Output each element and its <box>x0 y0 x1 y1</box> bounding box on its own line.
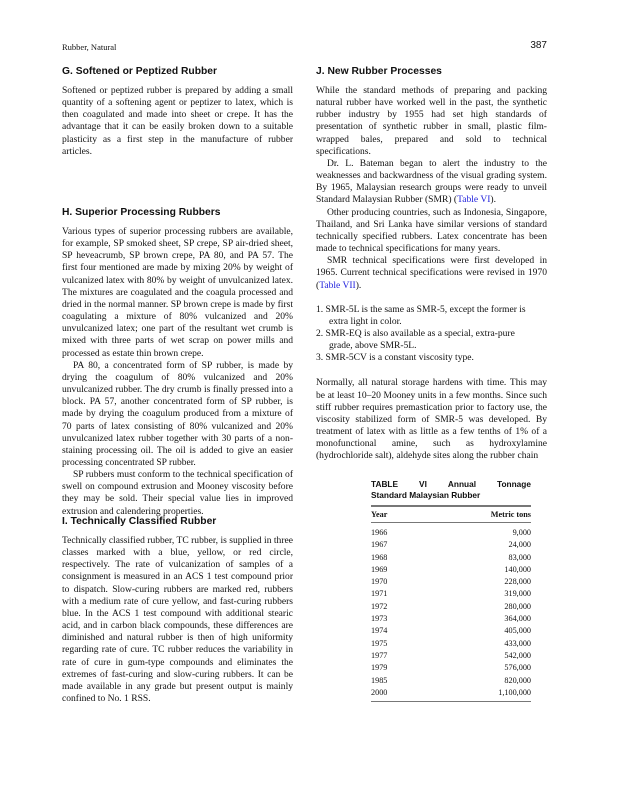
metric-tons-cell: 140,000 <box>504 564 531 574</box>
section-i-heading: I. Technically Classified Rubber <box>62 516 217 527</box>
section-j-heading: J. New Rubber Processes <box>316 66 442 77</box>
year-cell: 2000 <box>371 687 388 697</box>
metric-tons-cell: 364,000 <box>504 614 531 624</box>
paragraph: Other producing countries, such as Indonesia, Singapore, Thailand, and Sri Lanka have similar versions of standard technically specified rubbers. Latex concentrate has been made to technical specifications for many years. <box>316 206 547 255</box>
section-g-body <box>62 85 293 158</box>
table-row <box>371 675 531 687</box>
year-cell: 1973 <box>371 614 388 624</box>
table-header-row <box>371 507 531 522</box>
year-cell: 1969 <box>371 564 388 574</box>
paragraph <box>316 255 547 291</box>
list-item: 3. SMR-5CV is a constant viscosity type. <box>316 352 474 364</box>
column-header-metric-tons: Metric tons <box>490 510 531 519</box>
section-i-body <box>62 535 293 705</box>
paragraph: Softened or peptized rubber is prepared by adding a small quantity of a softening agent or peptizer to latex, which is then coagulated and made into sheet or crepe. It has the advantage that it can be easily broken down to a suitable plasticity as a first step in the manufacture of rubber articles. <box>62 85 293 157</box>
table-row <box>371 552 531 564</box>
table-caption <box>371 479 531 490</box>
page-number: 387 <box>530 40 547 51</box>
paragraph <box>316 158 547 207</box>
year-cell: 1979 <box>371 663 388 673</box>
metric-tons-cell: 319,000 <box>504 589 531 599</box>
table-vi-link[interactable]: Table VI <box>457 194 491 206</box>
paragraph: Various types of superior processing rubbers are available, for example, SP smoked sheet, SP crepe, SP air-dried sheet, SP heveacrumb, SP brown crepe, PA 80, and PA 57. The first four mentioned are made by mixing 20% by weight of vulcanized latex with 80% by weight of unvulcanized latex. The mixtures are coagulated and the coagula processed and dried in the normal manner. SP brown crepe is made by first coagulating a mixture of 80% vulcanized and 20% unvulcanized latex; one part of the resultant wet crumb is mixed with three parts of wet scrap on power mills and processed as estate thin brown crepe. <box>62 226 293 359</box>
table-row <box>371 625 531 637</box>
table-row <box>371 687 531 699</box>
caption-word: TABLE <box>371 479 399 489</box>
table-row <box>371 527 531 539</box>
year-cell: 1967 <box>371 540 388 550</box>
section-h-body <box>62 226 293 518</box>
running-title: Rubber, Natural <box>62 42 117 52</box>
year-cell: 1966 <box>371 528 388 537</box>
metric-tons-cell: 405,000 <box>504 626 531 636</box>
year-cell: 1968 <box>371 552 388 562</box>
table-row <box>371 588 531 600</box>
table-caption-line2: Standard Malaysian Rubber <box>371 489 481 500</box>
text: Dr. L. Bateman began to alert the industry to the weaknesses and backwardness of the visual grading system. By 1965, Malaysian research groups were ready to unveil Standard Malaysian Rubber (SMR) ( <box>316 157 547 206</box>
table-vii-link[interactable]: Table VII <box>319 279 356 291</box>
caption-word: Tonnage <box>497 479 531 489</box>
metric-tons-cell: 24,000 <box>508 540 531 550</box>
table-row <box>371 564 531 576</box>
text: ). <box>490 194 496 206</box>
section-j-body <box>316 85 547 463</box>
metric-tons-cell: 9,000 <box>512 528 531 537</box>
smr-grade-list <box>316 304 534 365</box>
paragraph: Technically classified rubber, TC rubber, is supplied in three classes marked with a blue, yellow, or red circle, respectively. The rate of vulcanization of samples of a consignment is measured in an ACS 1 test compound prior to dispatch. Slow-curing rubbers are marked red, rubbers with a medium rate of cure yellow, and fast-curing rubbers blue. In the ACS 1 test compound with additional stearic acid, and in carbon black compounds, these differences are diminished and natural rubber is then of high uniformity regarding rate of cure. TC rubber reduces the variability in rate of cure in gum-type compounds and eliminates the extremes of fast-curing and slow-curing rubbers. It can be made available in any grade but present output is mainly confined to No. 1 RSS. <box>62 535 293 705</box>
metric-tons-cell: 280,000 <box>504 601 531 611</box>
metric-tons-cell: 228,000 <box>504 577 531 587</box>
table-row <box>371 576 531 588</box>
metric-tons-cell: 83,000 <box>508 552 531 562</box>
year-cell: 1970 <box>371 577 388 587</box>
year-cell: 1977 <box>371 650 388 660</box>
metric-tons-cell: 576,000 <box>504 663 531 673</box>
metric-tons-cell: 1,100,000 <box>498 687 531 697</box>
table-body <box>371 527 531 699</box>
year-cell: 1974 <box>371 626 388 636</box>
paragraph: PA 80, a concentrated form of SP rubber, is made by drying the coagulum of 80% vulcanized and 20% unvulcanized rubber. The dry crumb is finally pressed into a block. PA 57, another concentrated form of SP rubber, is made by drying the coagulum produced from a mixture of 70 parts of latex consisting of 80% vulcanized and 20% unvulcanized latex rubber together with 30 parts of a non-staining processing oil. The oil is added to give an easier processing concentrated SP rubber. <box>62 359 293 468</box>
table-row <box>371 601 531 613</box>
metric-tons-cell: 433,000 <box>504 638 531 648</box>
text: ). <box>355 279 362 291</box>
year-cell: 1971 <box>371 589 388 599</box>
table-vi <box>371 479 531 702</box>
table-header-rule <box>371 522 531 523</box>
table-row <box>371 650 531 662</box>
year-cell: 1985 <box>371 675 388 685</box>
section-h-heading: H. Superior Processing Rubbers <box>62 207 221 218</box>
table-row <box>371 662 531 674</box>
paragraph: SP rubbers must conform to the technical specification of swell on compound extrusion and Mooney viscosity before they may be sold. Their special value lies in improved extrusion and calendering properties. <box>62 469 293 517</box>
year-cell: 1972 <box>371 601 388 611</box>
table-bottom-rule <box>371 701 531 702</box>
list-item: 1. SMR-5L is the same as SMR-5, except the former is extra light in color. <box>316 303 526 327</box>
year-cell: 1975 <box>371 638 388 648</box>
table-row <box>371 539 531 551</box>
text: SMR technical specifications were first developed in 1965. Current technical specifications were revised in 1970 ( <box>316 255 547 291</box>
caption-word: VI <box>419 479 427 489</box>
column-header-year: Year <box>371 510 388 519</box>
metric-tons-cell: 542,000 <box>504 650 531 660</box>
metric-tons-cell: 820,000 <box>504 675 531 685</box>
section-g-heading: G. Softened or Peptized Rubber <box>62 66 218 77</box>
table-row <box>371 638 531 650</box>
paragraph: Normally, all natural storage hardens with time. This may be at least 10–20 Mooney units in a few months. Since such stiff rubber requires premastication prior to factory use, the viscosity stabilized form of SMR-5 was developed. By treatment of latex with as little as a few tenths of 1% of a monofunctional amine, such as hydroxylamine (hydrochloride salt), aldehyde sites along the rubber chain <box>316 377 547 462</box>
paragraph: While the standard methods of preparing and packing natural rubber have worked well in the past, the synthetic rubber industry by 1955 had set high standards of presentation of synthetic rubber in small, plastic film-wrapped bales, prepared and sold to technical specifications. <box>316 85 547 157</box>
list-item: 2. SMR-EQ is also available as a special, extra-pure grade, above SMR-5L. <box>316 327 515 352</box>
caption-word: Annual <box>447 479 477 489</box>
table-row <box>371 613 531 625</box>
